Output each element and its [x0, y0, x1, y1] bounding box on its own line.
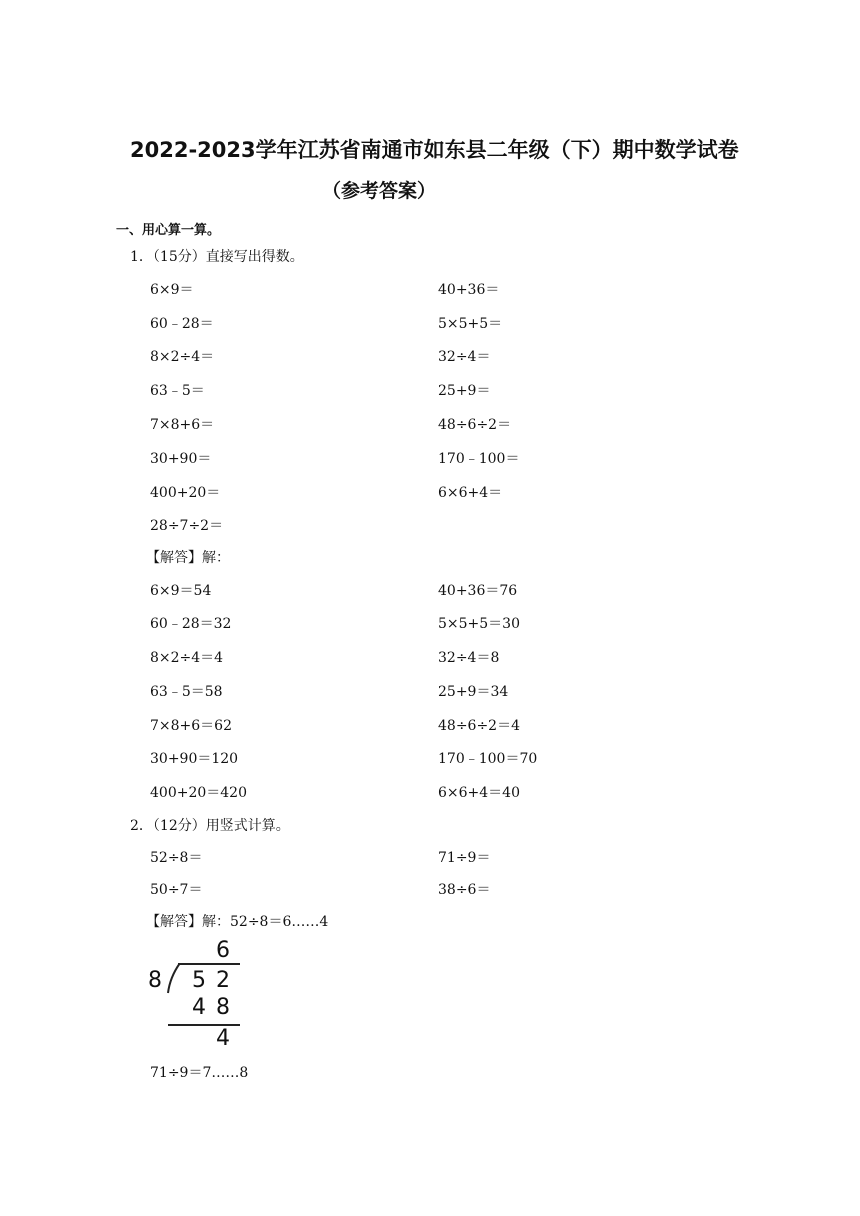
q1-answer: 25+9＝34 — [438, 684, 509, 700]
q2-expression: 50÷7＝ — [150, 882, 203, 898]
q2-expression: 52÷8＝ — [150, 850, 203, 866]
q1-expression: 25+9＝ — [438, 383, 491, 399]
q1-answer: 6×6+4＝40 — [438, 785, 520, 801]
question-1-prompt: 1．（15分）直接写出得数。 — [130, 249, 304, 265]
q2-answer-line: 【解答】解：52÷8＝6……4 — [146, 914, 329, 930]
q1-expression: 8×2÷4＝ — [150, 349, 215, 365]
q1-expression: 30+90＝ — [150, 451, 212, 467]
q1-answer: 400+20＝420 — [150, 785, 247, 801]
page-subtitle: （参考答案） — [322, 180, 437, 202]
q1-expression: 48÷6÷2＝ — [438, 417, 512, 433]
q1-answer: 170﹣100＝70 — [438, 751, 538, 767]
q1-expression: 6×6+4＝ — [438, 485, 503, 501]
q1-answer: 40+36＝76 — [438, 583, 518, 599]
q2-expression: 71÷9＝ — [438, 850, 491, 866]
quotient-digit: 6 — [216, 938, 230, 963]
q1-expression: 6×9＝ — [150, 282, 194, 298]
q1-expression: 170﹣100＝ — [438, 451, 520, 467]
product-digit: 4 — [192, 995, 206, 1020]
q1-expression: 400+20＝ — [150, 485, 221, 501]
section-heading: 一、用心算一算。 — [116, 223, 221, 238]
long-division-figure — [148, 938, 248, 1051]
q1-expression: 60﹣28＝ — [150, 316, 214, 332]
q1-expression: 40+36＝ — [438, 282, 500, 298]
q1-answer: 60﹣28＝32 — [150, 616, 232, 632]
q1-answer: 5×5+5＝30 — [438, 616, 520, 632]
answer-label: 【解答】解： — [146, 550, 230, 566]
q1-answer: 7×8+6＝62 — [150, 718, 232, 734]
q1-expression: 28÷7÷2＝ — [150, 518, 224, 534]
division-bar — [178, 963, 240, 965]
dividend-digit: 2 — [216, 968, 230, 993]
division-bracket — [166, 963, 186, 995]
dividend-digit: 5 — [192, 968, 206, 993]
q1-expression: 63﹣5＝ — [150, 383, 205, 399]
q2-next-answer: 71÷9＝7……8 — [150, 1065, 249, 1081]
q1-answer: 6×9＝54 — [150, 583, 212, 599]
q2-expression: 38÷6＝ — [438, 882, 491, 898]
divisor-digit: 8 — [148, 968, 162, 993]
q1-expression: 5×5+5＝ — [438, 316, 503, 332]
q1-answer: 30+90＝120 — [150, 751, 239, 767]
q1-answer: 32÷4＝8 — [438, 650, 500, 666]
q1-answer: 48÷6÷2＝4 — [438, 718, 520, 734]
q1-answer: 8×2÷4＝4 — [150, 650, 224, 666]
q1-answer: 63﹣5＝58 — [150, 684, 223, 700]
page-title: 2022-2023学年江苏省南通市如东县二年级（下）期中数学试卷 — [130, 138, 739, 162]
q1-expression: 7×8+6＝ — [150, 417, 215, 433]
q1-expression: 32÷4＝ — [438, 349, 491, 365]
product-digit: 8 — [216, 995, 230, 1020]
remainder-digit: 4 — [216, 1026, 230, 1051]
question-2-prompt: 2．（12分）用竖式计算。 — [130, 818, 290, 834]
